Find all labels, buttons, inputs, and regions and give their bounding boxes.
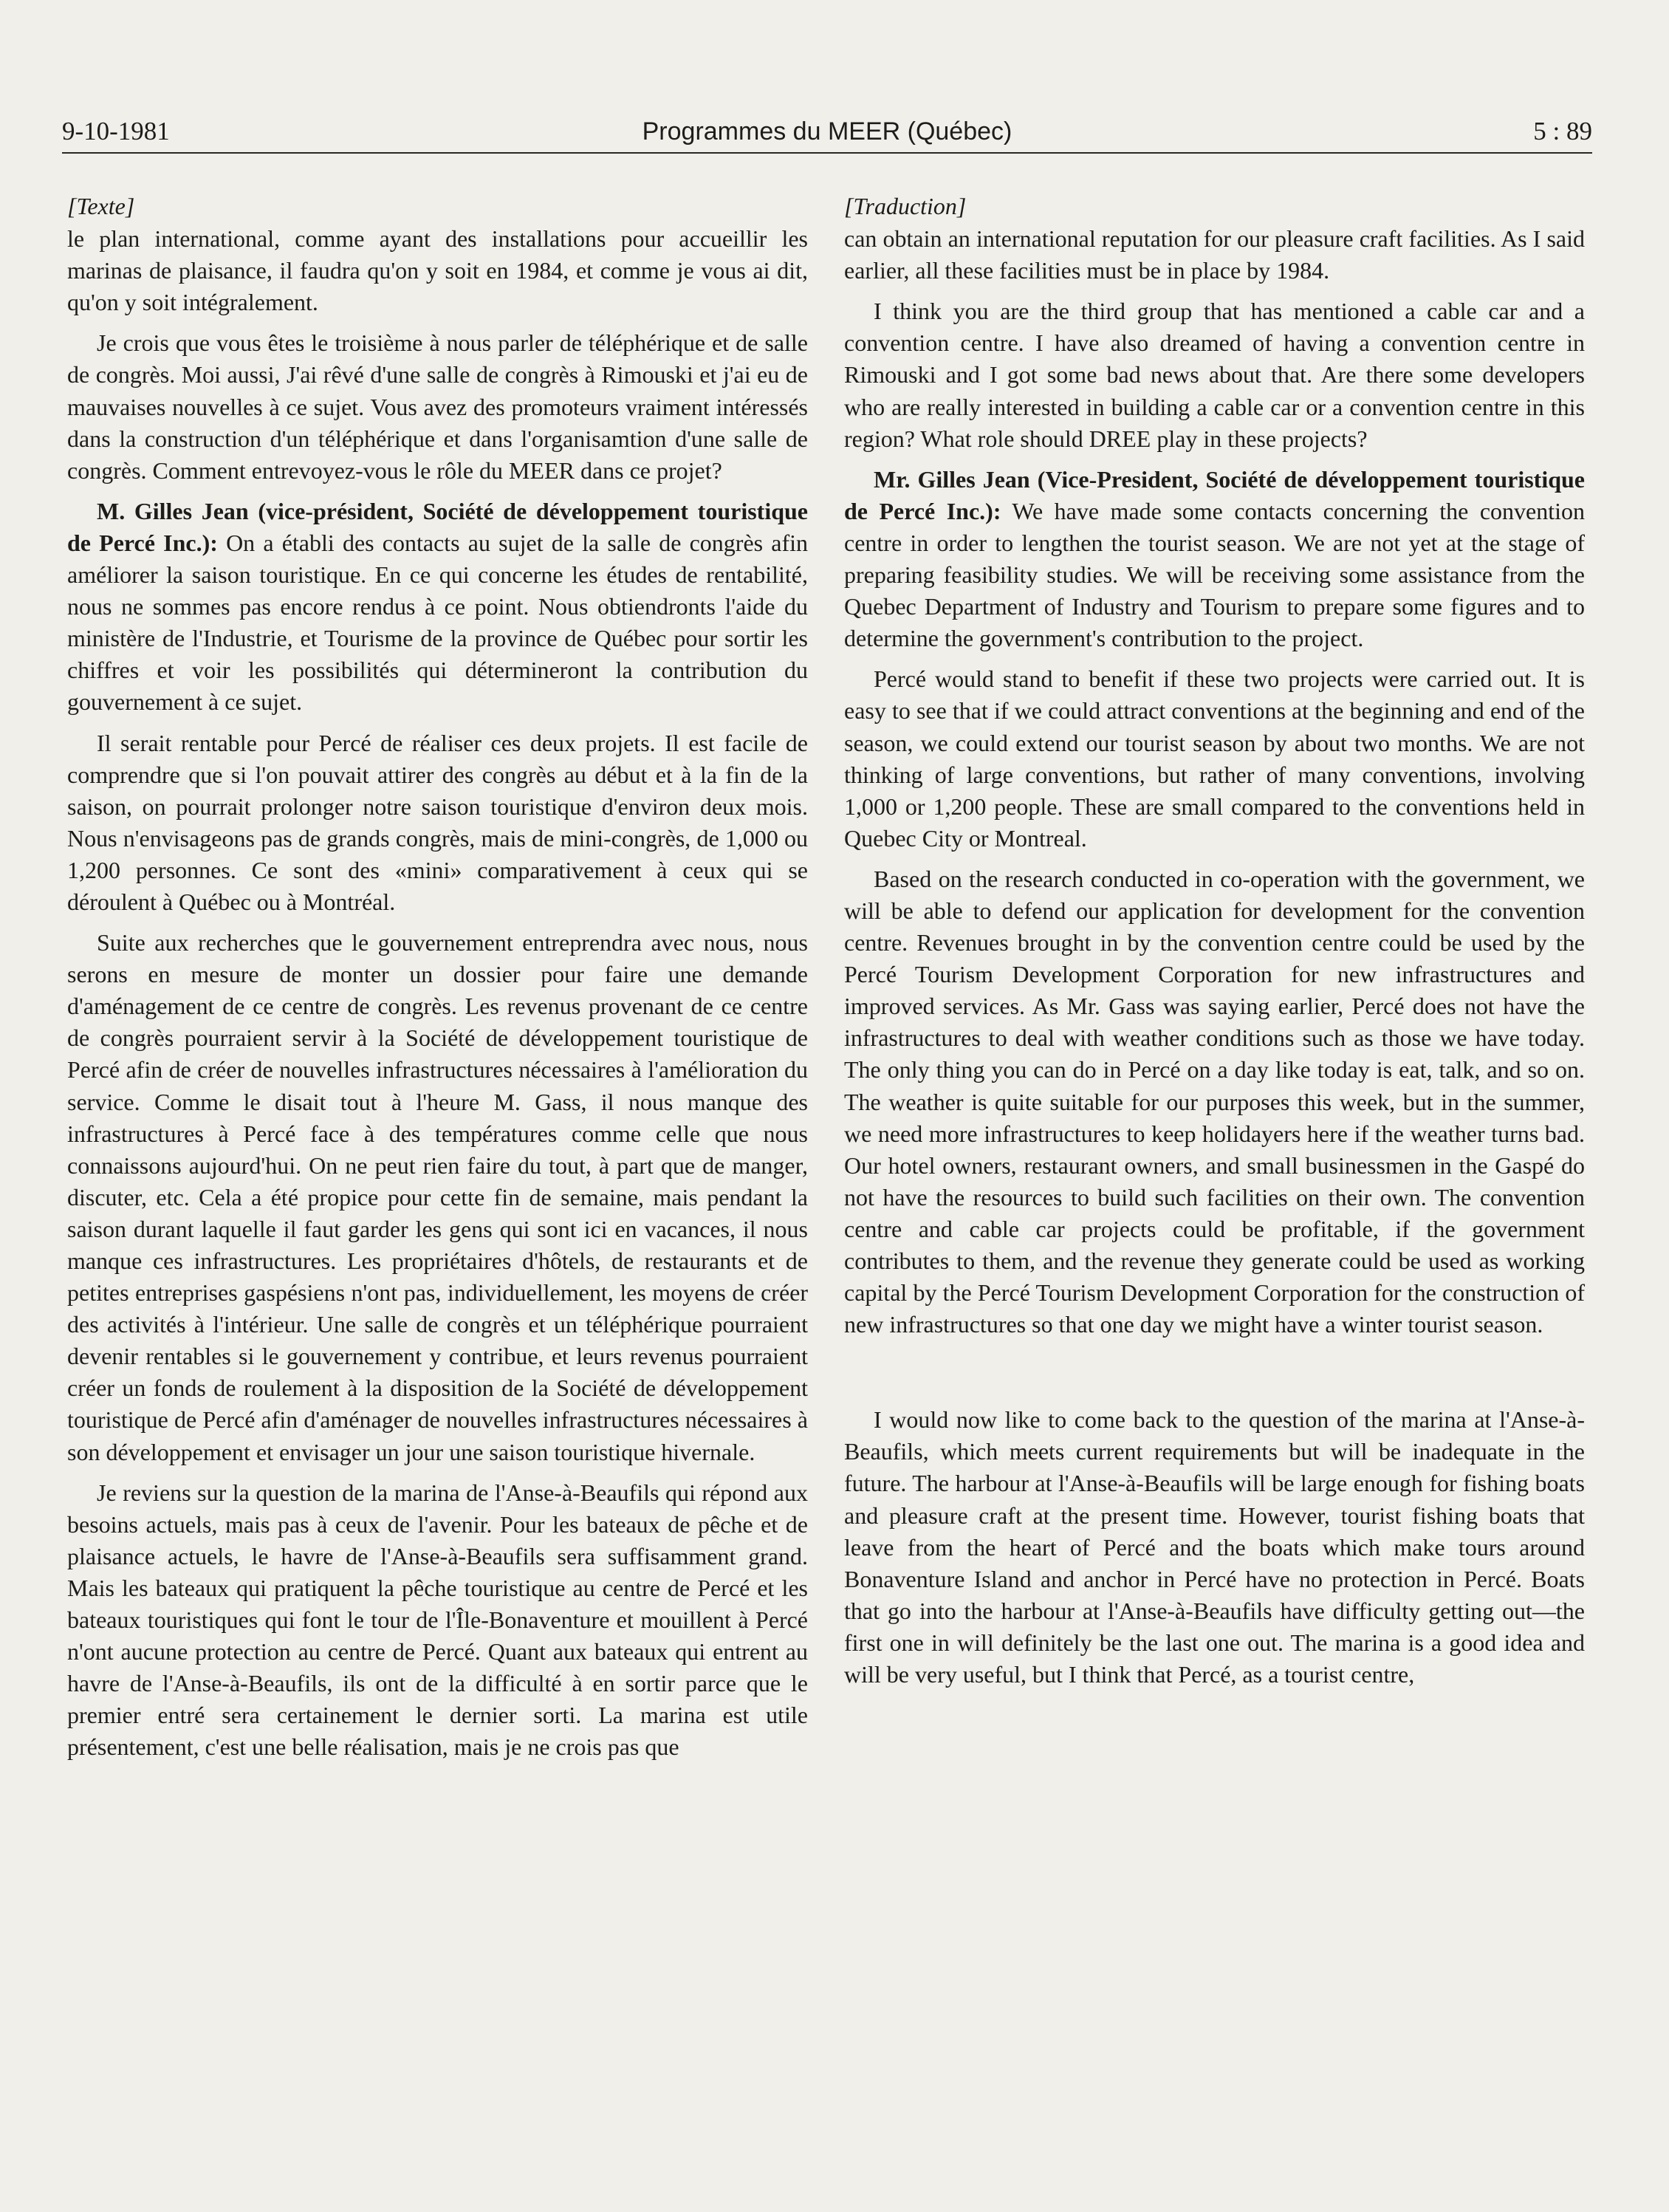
speaker-name: M. Gilles Jean (vice-président, Société de développement touristique de Percé Inc.): bbox=[67, 497, 808, 556]
paragraph: Je reviens sur la question de la marina de l'Anse-à-Beaufils qui répond aux besoins actuels, mais pas à ceux de l'avenir. Pour les bateaux de pêche et de plaisance actuels, le havre de l'Anse-à-Beaufils sera suffisamment grand. Mais les bateaux qui pratiquent la pêche touristique au centre de Percé et les bateaux touristiques qui font le tour de l'Île-Bonaventure et mouillent à Percé n'ont aucune protection au centre de Percé. Quant aux bateaux qui entrent au havre de l'Anse-à-Beaufils, ils ont de la difficulté à en sortir parce que le premier entré sera certainement le dernier sorti. La marina est utile présentement, c'est une belle réalisation, mais je ne crois pas que bbox=[67, 1479, 808, 1761]
page-header bbox=[62, 111, 1592, 152]
speaker-name: Mr. Gilles Jean (Vice-President, Société de développement touristique de Percé Inc.): bbox=[844, 465, 1585, 524]
paragraph: Suite aux recherches que le gouvernement entreprendra avec nous, nous serons en mesure de monter un dossier pour faire une demande d'aménagement de ce centre de congrès. Les revenus provenant de ce centre de congrès pourraient servir à la Société de développement touristique de Percé afin de créer de nouvelles infrastructures nécessaires à l'amélioration du service. Comme le disait tout à l'heure M. Gass, il nous manque des infrastructures à Percé face à des températures comme celle que nous connaissons aujourd'hui. On ne peut rien faire du tout, à part que de manger, discuter, etc. Cela a été propice pour cette fin de semaine, mais pendant la saison durant laquelle il faut garder les gens qui sont ici en vacances, il nous manque ces infrastructures. Les propriétaires d'hôtels, de restaurants et de petites entreprises gaspésiens n'ont pas, individuellement, les moyens de créer des activités à l'intérieur. Une salle de congrès et un téléphérique pourraient devenir rentables si le gouvernement y contribue, et leurs revenus pourraient créer un fonds de roulement à la disposition de la Société de développement touristique de Percé afin d'aménager de nouvelles infrastructures nécessaires à son développement et envisager un jour une saison touristique hivernale. bbox=[67, 929, 808, 1465]
header-title: Programmes du MEER (Québec) bbox=[642, 117, 1012, 145]
french-column bbox=[67, 191, 808, 1773]
paragraph: le plan international, comme ayant des installations pour accueillir les marinas de plaisance, il faudra qu'on y soit en 1984, et comme je vous ai dit, qu'on y soit intégralement. bbox=[67, 225, 808, 316]
column-label: [Texte] bbox=[67, 193, 135, 219]
paragraph: Percé would stand to benefit if these two projects were carried out. It is easy to see that if we could attract conventions at the beginning and end of the season, we could extend our tourist season by about two months. We are not thinking of large conventions, but rather of many conventions, involving 1,000 or 1,200 people. These are small compared to the conventions held in Quebec City or Montreal. bbox=[844, 665, 1585, 852]
speaker-text: We have made some contacts concerning the convention centre in order to lengthen the tourist season. We are not yet at the stage of preparing feasibility studies. We will be receiving some assistance from the Quebec Department of Industry and Tourism to prepare some figures and to determine the government's contribution to the project. bbox=[844, 497, 1586, 652]
paragraph: Il serait rentable pour Percé de réaliser ces deux projets. Il est facile de comprendre que si l'on pouvait attirer des congrès au début et à la fin de la saison, on pourrait prolonger notre saison touristique d'environ deux mois. Nous n'envisageons pas de grands congrès, mais de mini-congrès, de 1,000 ou 1,200 personnes. Ce sont des «mini» comparativement à ceux qui se déroulent à Québec ou à Montréal. bbox=[67, 729, 808, 915]
paragraph: can obtain an international reputation for our pleasure craft facilities. As I said earlier, all these facilities must be in place by 1984. bbox=[844, 225, 1585, 284]
paragraph bbox=[844, 464, 1585, 655]
header-date: 9-10-1981 bbox=[62, 117, 170, 145]
paragraph: Je crois que vous êtes le troisième à nous parler de téléphérique et de salle de congrès. Moi aussi, J'ai rêvé d'une salle de congrès à Rimouski et j'ai eu de mauvaises nouvelles à ce sujet. Vous avez des promoteurs vraiment intéressés dans la construction d'un téléphérique et dans l'organisamtion d'une salle de congrès. Comment entrevoyez-vous le rôle du MEER dans ce projet? bbox=[67, 329, 808, 484]
paragraph: I would now like to come back to the question of the marina at l'Anse-à-Beaufils, which meets current requirements but will be inadequate in the future. The harbour at l'Anse-à-Beaufils will be large enough for fishing boats and pleasure craft at the present time. However, tourist fishing boats that leave from the heart of Percé and the boats which make tours around Bonaventure Island and anchor in Percé have no protection in Percé. Boats that go into the harbour at l'Anse-à-Beaufils have difficulty getting out—the first one in will definitely be the last one out. The marina is a good idea and will be very useful, but I think that Percé, as a tourist centre, bbox=[844, 1406, 1585, 1688]
header-page-number: 5 : 89 bbox=[1533, 117, 1592, 145]
speaker-text: On a établi des contacts au sujet de la salle de congrès afin améliorer la saison touristique. En ce qui concerne les études de rentabilité, nous ne sommes pas encore rendus à ce point. Nous obtiendronts l'aide du ministère de l'Industrie, et Tourisme de la province de Québec pour sortir les chiffres et voir les possibilités qui détermineront la contribution du gouvernement à ce sujet. bbox=[67, 529, 809, 716]
header-rule bbox=[62, 152, 1592, 154]
english-column bbox=[844, 191, 1585, 1699]
paragraph: I think you are the third group that has mentioned a cable car and a convention centre. I have also dreamed of having a convention centre in Rimouski and I got some bad news about that. Are there some developers who are really interested in building a cable car or a convention centre in this region? What role should DREE play in these projects? bbox=[844, 298, 1585, 452]
paragraph bbox=[67, 496, 808, 719]
column-label: [Traduction] bbox=[844, 193, 967, 219]
paragraph: Based on the research conducted in co-operation with the government, we will be able to defend our application for development for the convention centre. Revenues brought in by the convention centre could be used by the Percé Tourism Development Corporation for new infrastructures and improved services. As Mr. Gass was saying earlier, Percé does not have the infrastructures to deal with weather conditions such as those we have today. The only thing you can do in Percé on a day like today is eat, talk, and so on. The weather is quite suitable for our purposes this week, but in the summer, we need more infrastructures to keep holidayers here if the weather turns bad. Our hotel owners, restaurant owners, and small businessmen in the Gaspé do not have the resources to build such facilities on their own. The convention centre and cable car projects could be profitable, if the government contributes to them, and the revenue they generate could be used as working capital by the Percé Tourism Development Corporation for the construction of new infrastructures so that one day we might have a winter tourist season. bbox=[844, 865, 1585, 1338]
